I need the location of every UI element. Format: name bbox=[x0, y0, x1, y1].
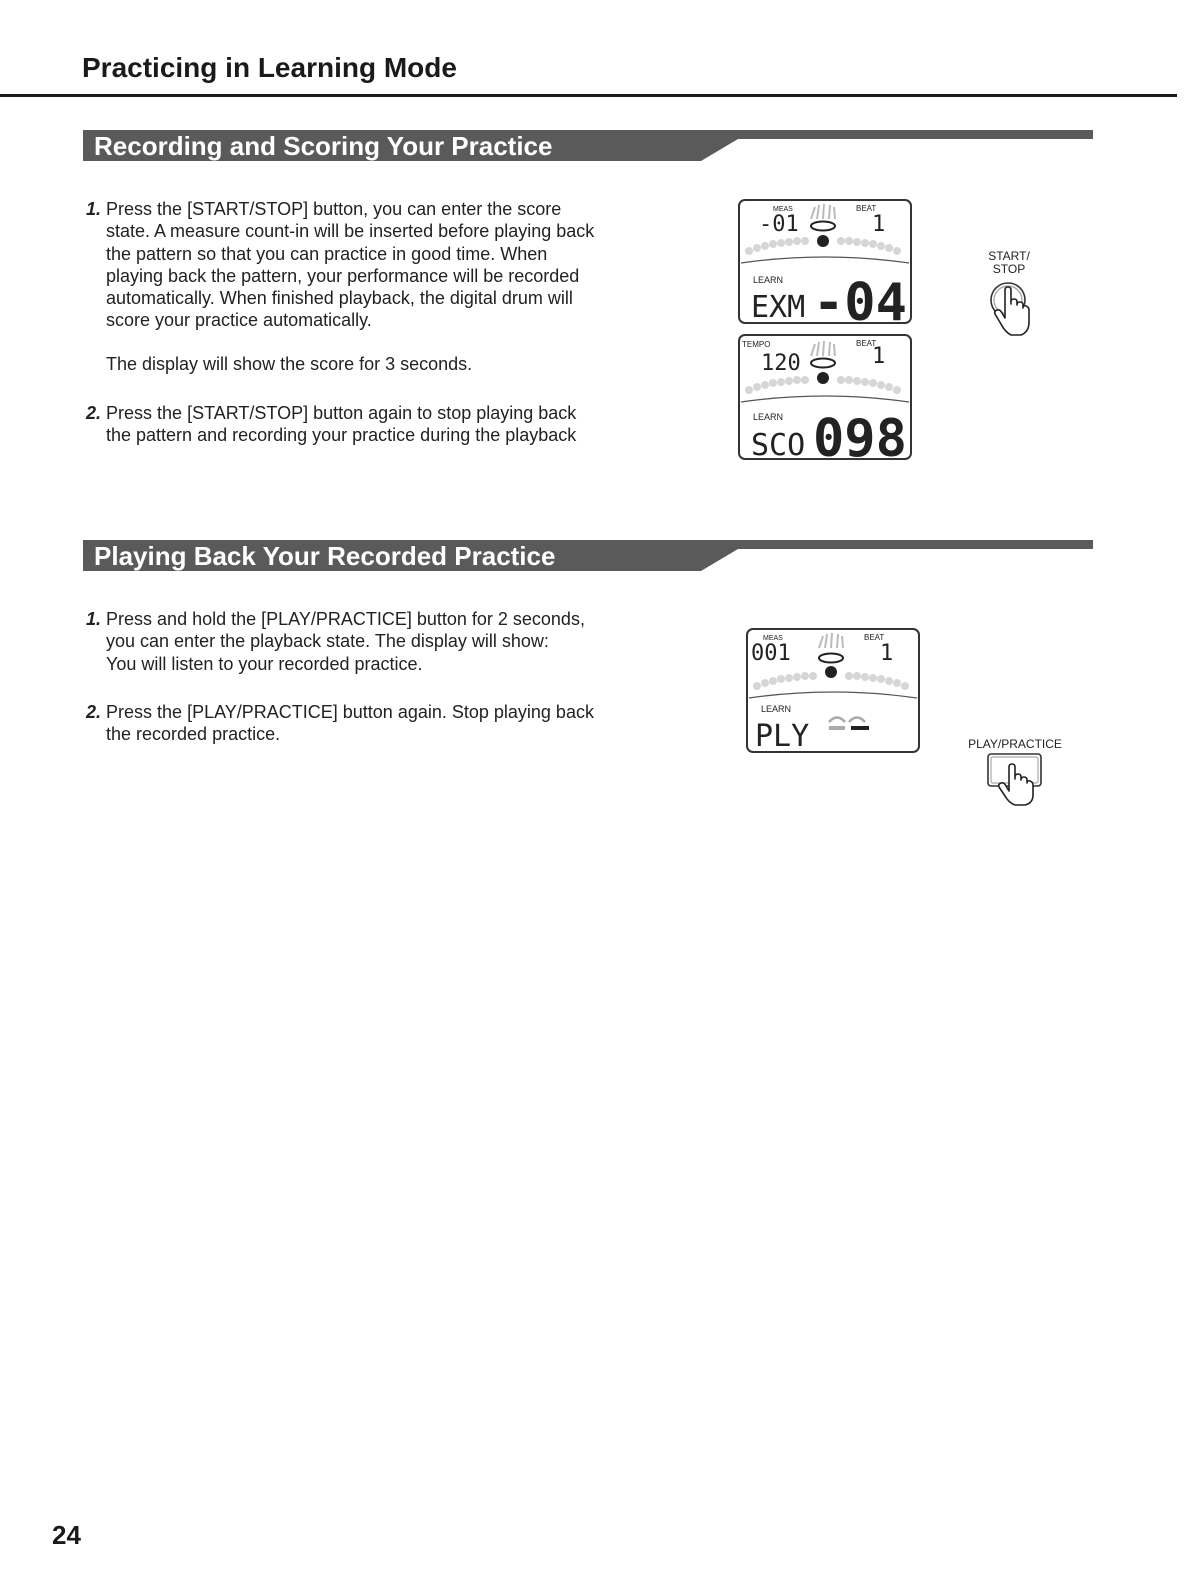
lcd-beat-label: BEAT bbox=[864, 633, 885, 642]
step-number: 1. bbox=[86, 609, 102, 629]
start-stop-label bbox=[978, 250, 1040, 276]
lcd-beat-label: BEAT bbox=[856, 204, 877, 213]
step-text-line: Press and hold the [PLAY/PRACTICE] button for 2 seconds, bbox=[106, 609, 585, 629]
step-text-line: Press the [START/STOP] button, you can enter the score bbox=[106, 199, 562, 219]
start-stop-label-line2: STOP bbox=[992, 262, 1026, 276]
lcd-display-exam bbox=[737, 199, 913, 325]
lcd-meas-label: MEAS bbox=[763, 635, 783, 642]
step-2-playback bbox=[86, 701, 594, 746]
lcd-beat-value: 1 bbox=[880, 641, 894, 666]
step-number: 1. bbox=[86, 199, 102, 219]
step-1-recording bbox=[86, 198, 594, 332]
section-header-playback bbox=[83, 540, 1093, 572]
lcd-beat-label: BEAT bbox=[856, 339, 877, 348]
page-number: 24 bbox=[52, 1520, 81, 1550]
title-rule bbox=[0, 94, 1177, 97]
pressing-hand-icon bbox=[985, 753, 1045, 807]
start-stop-label-line1: START/ bbox=[988, 249, 1030, 263]
section-title: Recording and Scoring Your Practice bbox=[94, 131, 553, 161]
lcd-display-frame bbox=[737, 199, 913, 325]
step-text-line: playing back the pattern, your performance will be recorded bbox=[106, 265, 580, 286]
step-text-line: automatically. When finished playback, the digital drum will bbox=[106, 288, 573, 309]
step-text-line: the pattern so that you can practice in good time. When bbox=[106, 243, 548, 264]
play-practice-label: PLAY/PRACTICE bbox=[968, 737, 1062, 751]
section-title: Playing Back Your Recorded Practice bbox=[94, 541, 556, 571]
section-header-recording bbox=[83, 130, 1093, 162]
lcd-learn-label: LEARN bbox=[753, 275, 784, 285]
lcd-tempo-label: TEMPO bbox=[742, 340, 771, 349]
step-text-line: you can enter the playback state. The display will show: bbox=[106, 631, 549, 652]
step-text-line: state. A measure count-in will be inserted before playing back bbox=[106, 221, 595, 242]
step-text-line: the recorded practice. bbox=[106, 724, 281, 745]
step-text-line: the pattern and recording your practice during the playback bbox=[106, 425, 577, 446]
lcd-meas-value: 001 bbox=[751, 641, 791, 666]
lcd-beat-value: 1 bbox=[872, 212, 886, 237]
start-stop-button[interactable] bbox=[985, 280, 1033, 345]
play-practice-button[interactable] bbox=[985, 753, 1045, 812]
lcd-mode-text: SCO bbox=[751, 428, 806, 462]
lcd-learn-label: LEARN bbox=[761, 704, 792, 714]
lcd-main-value: 098 bbox=[813, 409, 907, 462]
lcd-display-frame bbox=[745, 628, 921, 754]
lcd-main-value: -04 bbox=[813, 273, 907, 325]
lcd-meas-value: -01 bbox=[759, 212, 799, 237]
step-number: 2. bbox=[86, 702, 102, 722]
score-display-note: The display will show the score for 3 seconds. bbox=[106, 354, 473, 374]
lcd-learn-label: LEARN bbox=[753, 412, 784, 422]
step-text-line: You will listen to your recorded practice. bbox=[106, 653, 423, 674]
step-number: 2. bbox=[86, 403, 102, 423]
lcd-beat-value: 1 bbox=[872, 344, 886, 369]
lcd-mode-text: EXM bbox=[751, 290, 806, 325]
pressing-hand-icon bbox=[985, 280, 1033, 340]
lcd-tempo-value: 120 bbox=[761, 351, 801, 376]
lcd-display-frame bbox=[737, 334, 913, 462]
lcd-meas-label: MEAS bbox=[773, 206, 793, 213]
step-text-line: Press the [PLAY/PRACTICE] button again. Stop playing back bbox=[106, 702, 594, 722]
step-2-recording bbox=[86, 402, 576, 447]
step-text-line: score your practice automatically. bbox=[106, 310, 372, 331]
lcd-display-playback bbox=[745, 628, 921, 754]
step-text-line: Press the [START/STOP] button again to stop playing back bbox=[106, 403, 577, 423]
step-1-playback bbox=[86, 608, 585, 675]
lcd-mode-text: PLY bbox=[755, 719, 810, 754]
page-title: Practicing in Learning Mode bbox=[82, 52, 457, 83]
lcd-display-score bbox=[737, 334, 913, 462]
